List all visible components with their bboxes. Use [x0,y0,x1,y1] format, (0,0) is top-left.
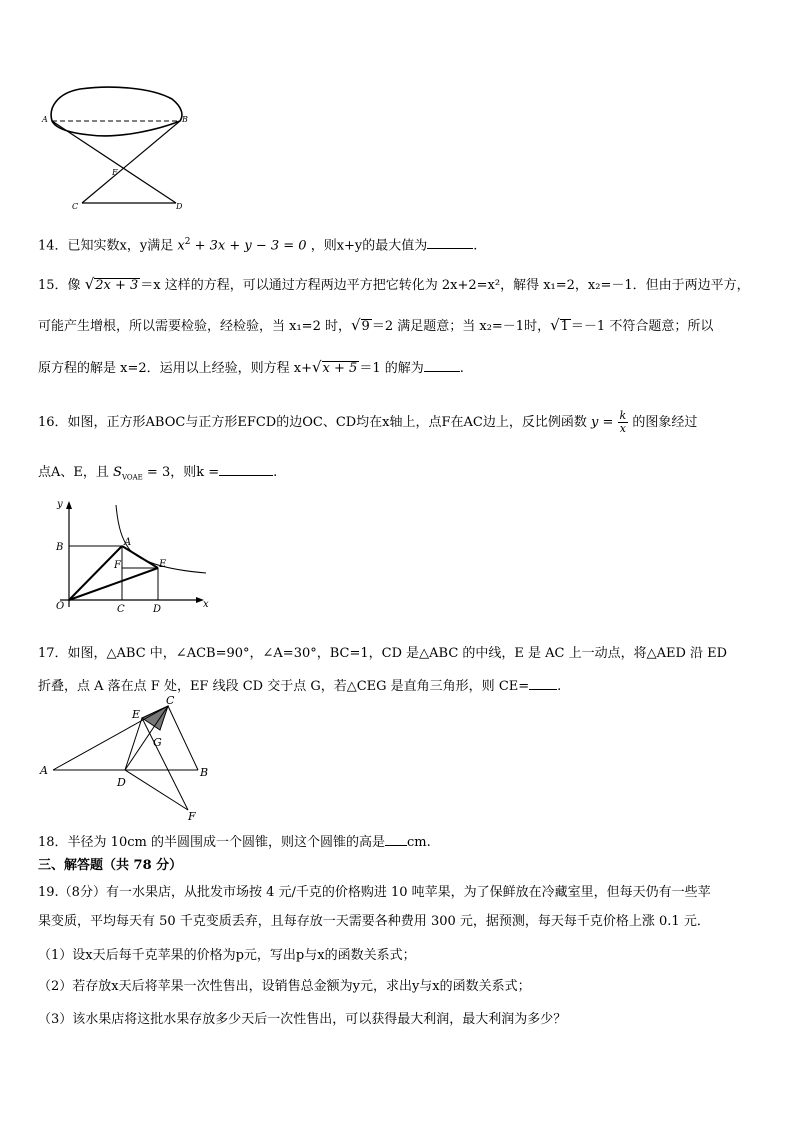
fig16-label-b: B [56,542,64,553]
q15-radical-sign-3: √ [550,316,560,334]
q15-l3-b: ＝1 的解为 [359,361,424,376]
fig16-label-o: O [56,601,65,612]
q14-end: . [473,238,478,254]
q19-p3: （3）该水果店将这批水果存放多少天后一次性售出，可以获得最大利润，最大利润为多少？ [38,1012,567,1027]
fig17-line-ed [125,718,142,770]
q14-exp: 2 [184,237,191,247]
q15-radical-sign-4: √ [311,358,322,376]
question-19-part-1 [38,948,416,964]
q16-l1-post: 的图象经过 [632,415,698,430]
fig16-y-arrow [66,501,72,509]
q16-s-sub: VOAE [121,473,143,482]
q16-answer-blank[interactable] [219,463,273,476]
fig17-label-f: F [188,810,196,822]
fig16-label-d: D [153,604,162,615]
question-16-line-2 [38,463,277,486]
fig17-line-ef [142,718,188,810]
fig16-line-ae [122,546,158,568]
q15-l3-rad: x + 5 [322,361,358,376]
question-19-line-1 [38,885,711,901]
fig16-label-c: C [117,604,125,615]
q15-l2-a: 可能产生增根，所以需要检验，经检验，当 x₁=2 时， [38,319,351,334]
fig17-label-a: A [40,764,48,777]
figure-q13 [40,85,200,215]
q15-radical-sign-2: √ [350,316,361,334]
fig16-line-oe [69,568,158,600]
fig17-label-d: D [117,776,126,789]
fig17-label-c: C [166,696,175,707]
question-15-line-1 [38,276,750,294]
q17-l2: 折叠，点 A 落在点 F 处，EF 线段 CD 交于点 G，若△CEG 是直角三角形，则 CE= [38,679,530,694]
section-3-title-text: 三、解答题（共 78 分） [38,858,183,873]
q15-l2-c: ＝－1 不符合题意；所以 [570,319,714,334]
question-18 [38,833,431,851]
fig13-label-b: B [182,115,188,124]
q16-y-eq: y = [591,415,614,430]
q19-p1: （1）设x天后每千克苹果的价格为p元，写出p与x的函数关系式； [38,948,416,963]
q15-l1-rad: 2x + 3 [95,278,139,293]
q14-eq-a: x [177,238,185,254]
fig13-label-e: E [112,168,118,177]
q16-s: S [113,465,122,480]
fig13-label-c: C [72,202,79,211]
fig13-label-d: D [176,202,183,211]
q18-answer-blank[interactable] [385,833,407,846]
q15-l3-a: 原方程的解是 x=2．运用以上经验，则方程 x+ [38,361,312,376]
question-17-line-2 [38,677,561,695]
q15-l2-rad2: 1 [560,319,569,334]
figure-q16 [40,495,220,620]
q16-fraction [618,410,629,435]
question-17-line-1 [38,646,727,662]
q19-l2: 果变质，平均每天有 50 千克变质丢弃，且每存放一天需要各种费用 300 元，据预测，每天每千克价格上涨 0.1 元． [38,914,710,929]
question-14 [38,234,477,254]
fig16-label-y: y [57,499,63,510]
q17-l2-end: . [557,679,562,694]
q16-frac-den: x [619,422,626,435]
question-19-part-3 [38,1012,566,1028]
fig17-line-cb [168,706,198,770]
q19-p2: （2）若存放x天后将苹果一次性售出，设销售总金额为y元，求出y与x的函数关系式； [38,979,531,994]
figure-q17 [38,696,228,822]
q16-l2-mid: ，则k = [170,465,220,480]
q16-l1: 16．如图，正方形ABOC与正方形EFCD的边OC、CD均在x轴上，点F在AC边上，反比例函数 [38,415,587,430]
fig16-label-x: x [203,599,209,610]
fig17-line-ac [53,706,168,770]
q16-frac-num: k [619,409,627,422]
fig16-label-f: F [114,560,121,571]
question-19-part-2 [38,979,531,995]
q16-l2-end: . [273,465,278,480]
fig16-line-oa [69,546,122,600]
q15-l2-b: ＝2 满足题意；当 x₂=－1时， [371,319,551,334]
fig13-label-a: A [42,115,48,124]
q14-pre: 14．已知实数x，y满足 [38,238,174,254]
q17-answer-blank[interactable] [529,677,557,690]
q16-s-eq: = 3 [142,465,171,480]
section-3-title [38,858,182,874]
q19-l1: 19.（8分）有一水果店，从批发市场按 4 元/千克的价格购进 10 吨苹果，为了保鲜放在冷藏室里，但每天仍有一些苹 [38,885,711,900]
q18-post: cm. [406,835,431,850]
fig17-label-g: G [153,736,162,749]
fig13-blob [51,87,182,136]
fig17-label-b: B [200,766,209,779]
fig13-line-ad [52,121,176,203]
q15-answer-blank[interactable] [424,359,460,372]
q17-l1: 17．如图，△ABC 中，∠ACB=90°，∠A=30°，BC=1，CD 是△ABC 的中线，E 是 AC 上一动点，将△AED 沿 ED [38,646,728,661]
q15-l1-pre: 15．像 [38,278,81,293]
q15-l3-end: . [459,361,464,376]
fig16-label-a: A [124,537,132,548]
q15-l1-post: ＝x 这样的方程，可以通过方程两边平方把它转化为 2x+2=x²，解得 x₁=2，x₂=－1．但由于两边平方， [140,278,750,293]
question-15-line-2 [38,317,713,335]
q15-l2-rad1: 9 [361,319,370,334]
question-16-line-1 [38,410,697,435]
q14-eq-b: + 3x + y − 3 = 0 [190,238,307,254]
q16-l2-pre: 点A、E，且 [38,465,109,480]
question-19-line-2 [38,914,710,930]
q15-radical-sign: √ [84,275,95,293]
question-15-line-3 [38,359,464,377]
q18-pre: 18．半径为 10cm 的半圆围成一个圆锥，则这个圆锥的高是 [38,835,385,850]
q14-answer-blank[interactable] [427,236,473,249]
q14-post: ，则x+y的最大值为 [310,238,428,254]
fig17-label-e: E [132,708,141,721]
fig16-label-e: E [159,559,167,570]
